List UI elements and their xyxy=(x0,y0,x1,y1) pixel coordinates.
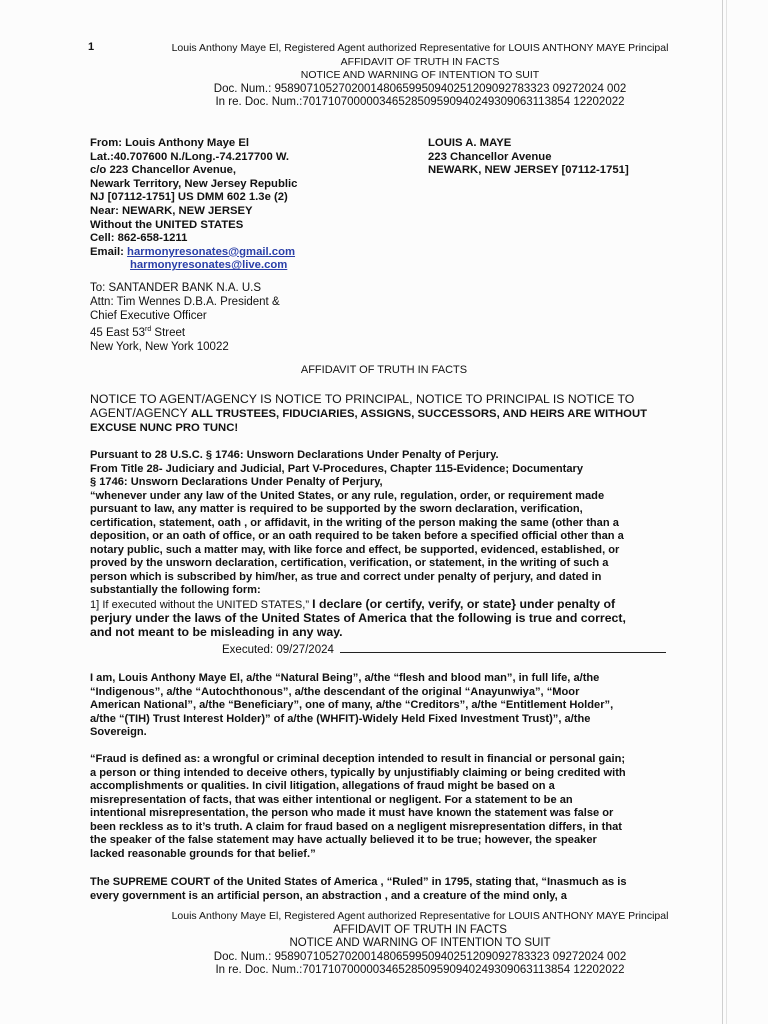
to-title: Chief Executive Officer xyxy=(90,309,207,322)
from-email-row-2 xyxy=(90,259,297,273)
fraud-paragraph xyxy=(90,753,682,861)
fraud-line: a person or thing intended to deceive others, typically by unjustifiably claiming or being credited with xyxy=(90,766,626,779)
fraud-line: the speaker of the false statement may have actually believed it to be true; however, the speaker xyxy=(90,834,597,846)
usc-line: deposition, or an oath of office, or an oath required to be taken before a specified official other than a xyxy=(90,530,624,542)
recipient-city: NEWARK, NEW JERSEY [07112-1751] xyxy=(428,164,629,177)
from-territory: Newark Territory, New Jersey Republic xyxy=(90,177,298,190)
footer-doc-num: Doc. Num.: 9589071052702001480659950940251209092783323 09272024 002 xyxy=(213,950,627,963)
fraud-line: accomplishments or qualities. In civil litigation, allegations of fraud might be based on a xyxy=(90,780,555,792)
to-street-sup: rd xyxy=(144,326,152,334)
from-email-row xyxy=(90,246,297,260)
email-label: Email: xyxy=(90,245,128,258)
footer-title: AFFIDAVIT OF TRUTH IN FACTS xyxy=(333,923,507,936)
footer-subtitle: NOTICE AND WARNING OF INTENTION TO SUIT xyxy=(289,937,551,950)
supreme-court-paragraph xyxy=(90,876,682,903)
from-zip: NJ [07112-1751] US DMM 602 1.3e (2) xyxy=(90,191,288,204)
supreme-line: every government is an artificial person, an abstraction , and a creature of the mind only, a xyxy=(90,889,567,902)
to-street-name: Street xyxy=(151,327,186,340)
usc-line: perjury under the laws of the United States of America that the following is true and correct, xyxy=(90,611,626,625)
to-street-num: 45 East 53 xyxy=(90,327,145,340)
fraud-line: been reckless as to it’s truth. A claim for fraud based on a negligent misrepresentation differs, in that xyxy=(90,820,623,833)
usc-declaration-line xyxy=(90,598,682,613)
usc-line: proved by the unsworn declaration, certification, verification, or statement, in the writing of such a xyxy=(90,557,609,569)
from-without: Without the UNITED STATES xyxy=(90,218,244,231)
usc-declaration-bold: I declare (or certify, verify, or state} under penalty of xyxy=(312,596,616,611)
iam-paragraph xyxy=(90,672,682,740)
affidavit-title: AFFIDAVIT OF TRUTH IN FACTS xyxy=(300,364,468,376)
document-header xyxy=(100,42,740,110)
page-number: 1 xyxy=(88,41,95,53)
usc-declaration-plain: 1] If executed without the UNITED STATES,” xyxy=(90,598,313,611)
header-title: AFFIDAVIT OF TRUTH IN FACTS xyxy=(340,55,500,68)
usc-paragraph xyxy=(90,449,682,639)
notice-line-3: EXCUSE NUNC PRO TUNC! xyxy=(90,422,239,434)
notice-line-1: NOTICE TO AGENT/AGENCY IS NOTICE TO PRINCIPAL, NOTICE TO PRINCIPAL IS NOTICE TO xyxy=(90,392,635,406)
usc-line: person which is subscribed by him/her, as true and correct under penalty of perjury, and dated in xyxy=(90,570,602,583)
notice-plain: AGENT/AGENCY xyxy=(90,406,191,420)
recipient-street: 223 Chancellor Avenue xyxy=(428,150,552,163)
email-link-gmail[interactable]: harmonyresonates@gmail.com xyxy=(127,245,296,258)
page-edge-line xyxy=(722,0,723,1024)
usc-line: “whenever under any law of the United States, or any rule, regulation, order, or requirement made xyxy=(90,489,605,502)
from-cell: Cell: 862-658-1211 xyxy=(90,232,188,245)
from-street: c/o 223 Chancellor Avenue, xyxy=(90,164,237,177)
iam-line: a/the “(TIH) Trust Interest Holder)” of a/the (WHFIT)-Widely Held Fixed Investment Trust)”, a/the xyxy=(90,712,591,725)
usc-line: certification, statement, oath , or affidavit, in the writing of the person making the same (other than a xyxy=(90,516,619,529)
to-attn: Attn: Tim Wennes D.B.A. President & xyxy=(90,295,280,308)
to-company: To: SANTANDER BANK N.A. U.S xyxy=(90,282,262,294)
header-doc-num: Doc. Num.: 9589071052702001480659950940251209092783323 09272024 002 xyxy=(213,82,627,95)
iam-line: American National”, a/the “Beneficiary”, one of many, a/the “Creditors”, a/the “Entitlement Holder”, xyxy=(90,699,614,711)
notice-line-2 xyxy=(90,406,690,421)
executed-line xyxy=(222,643,666,656)
iam-line: I am, Louis Anthony Maye El, a/the “Natural Being”, a/the “flesh and blood man”, in full life, a/the xyxy=(90,672,600,684)
fraud-line: “Fraud is defined as: a wrongful or criminal deception intended to result in financial or personal gain; xyxy=(90,753,626,765)
signature-line xyxy=(340,643,666,653)
header-subtitle: NOTICE AND WARNING OF INTENTION TO SUIT xyxy=(300,69,540,82)
fraud-line: lacked reasonable grounds for that belief.” xyxy=(90,847,316,860)
header-in-re: In re. Doc. Num.:7017107000003465285095909402493090631138​54 12202022 xyxy=(215,96,625,109)
email-link-live[interactable]: harmonyresonates@live.com xyxy=(130,259,288,272)
usc-line: From Title 28- Judiciary and Judicial, Part V-Procedures, Chapter 115-Evidence; Documentary xyxy=(90,462,584,475)
usc-line: notary public, such a matter may, with like force and effect, be supported, evidenced, established, or xyxy=(90,543,620,556)
from-block xyxy=(90,137,297,273)
to-street xyxy=(90,323,280,341)
usc-line: substantially the following form: xyxy=(90,584,261,596)
notice-paragraph xyxy=(90,392,690,435)
to-city: New York, New York 10022 xyxy=(90,341,229,354)
notice-bold: ALL TRUSTEES, FIDUCIARIES, ASSIGNS, SUCCESSORS, AND HEIRS ARE WITHOUT xyxy=(190,408,648,420)
to-block xyxy=(90,282,280,355)
fraud-line: misrepresentation of facts, that was either intentional or negligent. For a statement to be an xyxy=(90,793,573,806)
footer-agent-line: Louis Anthony Maye El, Registered Agent authorized Representative for LOUIS ANTHONY MAYE Principal xyxy=(171,910,669,922)
footer-in-re: In re. Doc. Num.:701710700000346528509590940249309063113854 12202022 xyxy=(215,964,625,977)
usc-line: § 1746: Unsworn Declarations Under Penalty of Perjury, xyxy=(90,476,383,488)
document-footer xyxy=(100,910,740,978)
usc-line: and not meant to be misleading in any way. xyxy=(90,624,343,639)
from-name: From: Louis Anthony Maye El xyxy=(90,137,250,149)
from-coords: Lat.:40.707600 N./Long.-74.217700 W. xyxy=(90,150,290,163)
fraud-line: intentional misrepresentation, the person who made it must have known the statement was false or xyxy=(90,807,614,819)
usc-line: Pursuant to 28 U.S.C. § 1746: Unsworn Declarations Under Penalty of Perjury. xyxy=(90,449,499,461)
supreme-line: The SUPREME COURT of the United States of America , “Ruled” in 1795, stating that, “Inasmuch as is xyxy=(90,876,627,888)
usc-line: pursuant to law, any matter is required to be supported by the sworn declaration, verification, xyxy=(90,503,583,515)
page-edge-line-2 xyxy=(726,0,727,1024)
header-agent-line: Louis Anthony Maye El, Registered Agent authorized Representative for LOUIS ANTHONY MAYE Principal xyxy=(171,42,669,54)
iam-line: “Indigenous”, a/the “Autochthonous”, a/the descendant of the original “Anayunwiya”, “Moor xyxy=(90,685,580,698)
iam-line: Sovereign. xyxy=(90,726,147,738)
executed-date: Executed: 09/27/2024 xyxy=(222,644,334,656)
recipient-address-block xyxy=(428,137,629,178)
from-near: Near: NEWARK, NEW JERSEY xyxy=(90,204,253,217)
recipient-name: LOUIS A. MAYE xyxy=(428,137,512,149)
